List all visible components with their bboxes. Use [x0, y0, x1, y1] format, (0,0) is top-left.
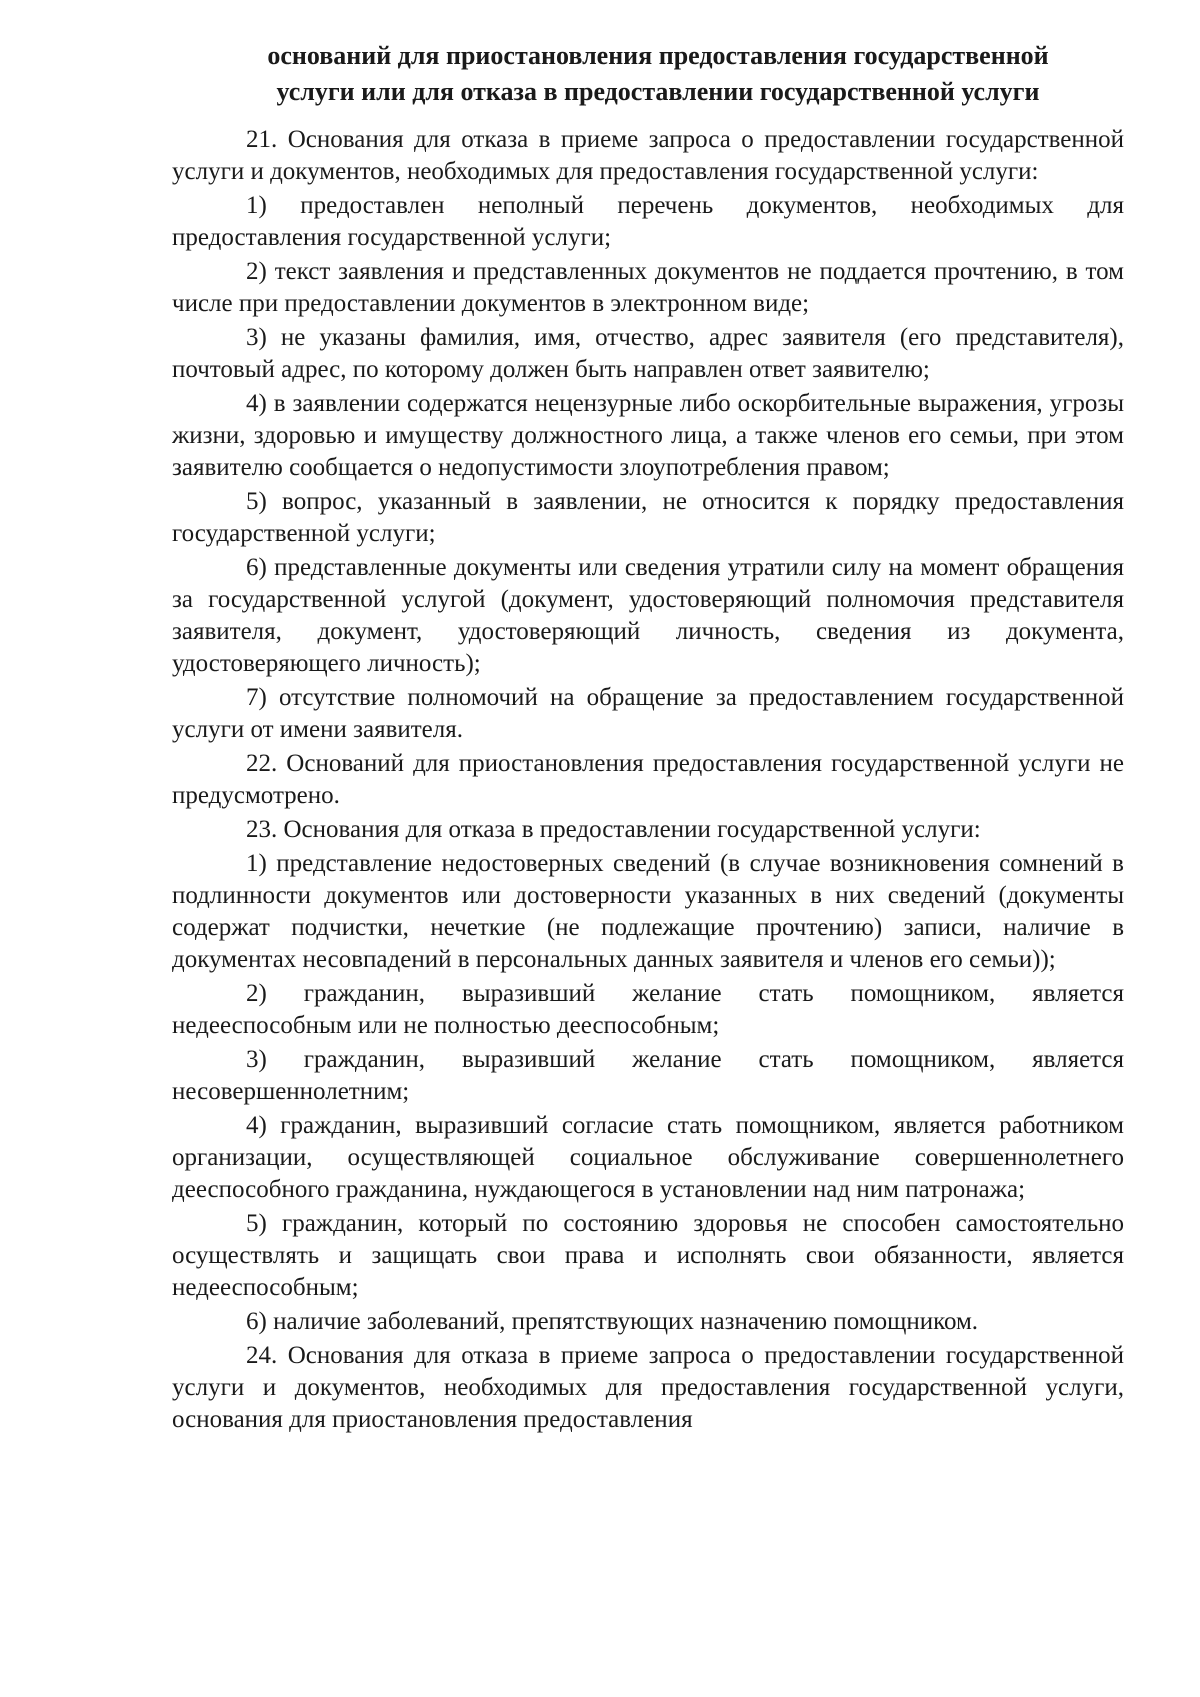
list-item-21-6: 6) представленные документы или сведения утратили силу на момент обращения за государственной услугой (документ, удостоверяющий полномочия представителя заявителя, документ, удостоверяющий личность, сведения из документа, удостоверяющего личность);: [172, 554, 1124, 677]
list-item-23-4: 4) гражданин, выразивший согласие стать помощником, является работником организации, осуществляющей социальное обслуживание совершеннолетнего дееспособного гражданина, нуждающегося в установлении над ним патронажа;: [172, 1112, 1124, 1203]
section-heading: [172, 38, 1124, 110]
list-item-23-5: 5) гражданин, который по состоянию здоровья не способен самостоятельно осуществлять и защищать свои права и исполнять свои обязанности, является недееспособным;: [172, 1210, 1124, 1301]
list-item-23-1: 1) представление недостоверных сведений (в случае возникновения сомнений в подлинности документов или достоверности указанных в них сведений (документы содержат подчистки, нечеткие (не подлежащие прочтению) записи, наличие в документах несовпадений в персональных данных заявителя и членов его семьи));: [172, 850, 1124, 973]
document-body: [172, 124, 1124, 1436]
list-item-21-7: 7) отсутствие полномочий на обращение за предоставлением государственной услуги от имени заявителя.: [172, 684, 1124, 743]
paragraph-24: 24. Основания для отказа в приеме запроса о предоставлении государственной услуги и документов, необходимых для предоставления государственной услуги, основания для приостановления предоставления: [172, 1342, 1124, 1433]
list-item-21-4: 4) в заявлении содержатся нецензурные либо оскорбительные выражения, угрозы жизни, здоровью и имуществу должностного лица, а также членов его семьи, при этом заявителю сообщается о недопустимости злоупотребления правом;: [172, 390, 1124, 481]
heading-line-2: услуги или для отказа в предоставлении государственной услуги: [276, 77, 1040, 106]
list-item-21-3: 3) не указаны фамилия, имя, отчество, адрес заявителя (его представителя), почтовый адрес, по которому должен быть направлен ответ заявителю;: [172, 324, 1124, 383]
list-item-21-1: 1) предоставлен неполный перечень документов, необходимых для предоставления государственной услуги;: [172, 192, 1124, 251]
list-item-21-5: 5) вопрос, указанный в заявлении, не относится к порядку предоставления государственной услуги;: [172, 488, 1124, 547]
paragraph-21: 21. Основания для отказа в приеме запроса о предоставлении государственной услуги и документов, необходимых для предоставления государственной услуги:: [172, 126, 1124, 185]
list-item-23-6: 6) наличие заболеваний, препятствующих назначению помощником.: [246, 1308, 979, 1335]
list-item-23-3: 3) гражданин, выразивший желание стать помощником, является несовершеннолетним;: [172, 1046, 1124, 1105]
paragraph-22: 22. Оснований для приостановления предоставления государственной услуги не предусмотрено.: [172, 750, 1124, 809]
list-item-21-2: 2) текст заявления и представленных документов не поддается прочтению, в том числе при предоставлении документов в электронном виде;: [172, 258, 1124, 317]
paragraph-23: 23. Основания для отказа в предоставлении государственной услуги:: [246, 816, 981, 843]
list-item-23-2: 2) гражданин, выразивший желание стать помощником, является недееспособным или не полностью дееспособным;: [172, 980, 1124, 1039]
heading-line-1: оснований для приостановления предоставления государственной: [267, 41, 1049, 70]
